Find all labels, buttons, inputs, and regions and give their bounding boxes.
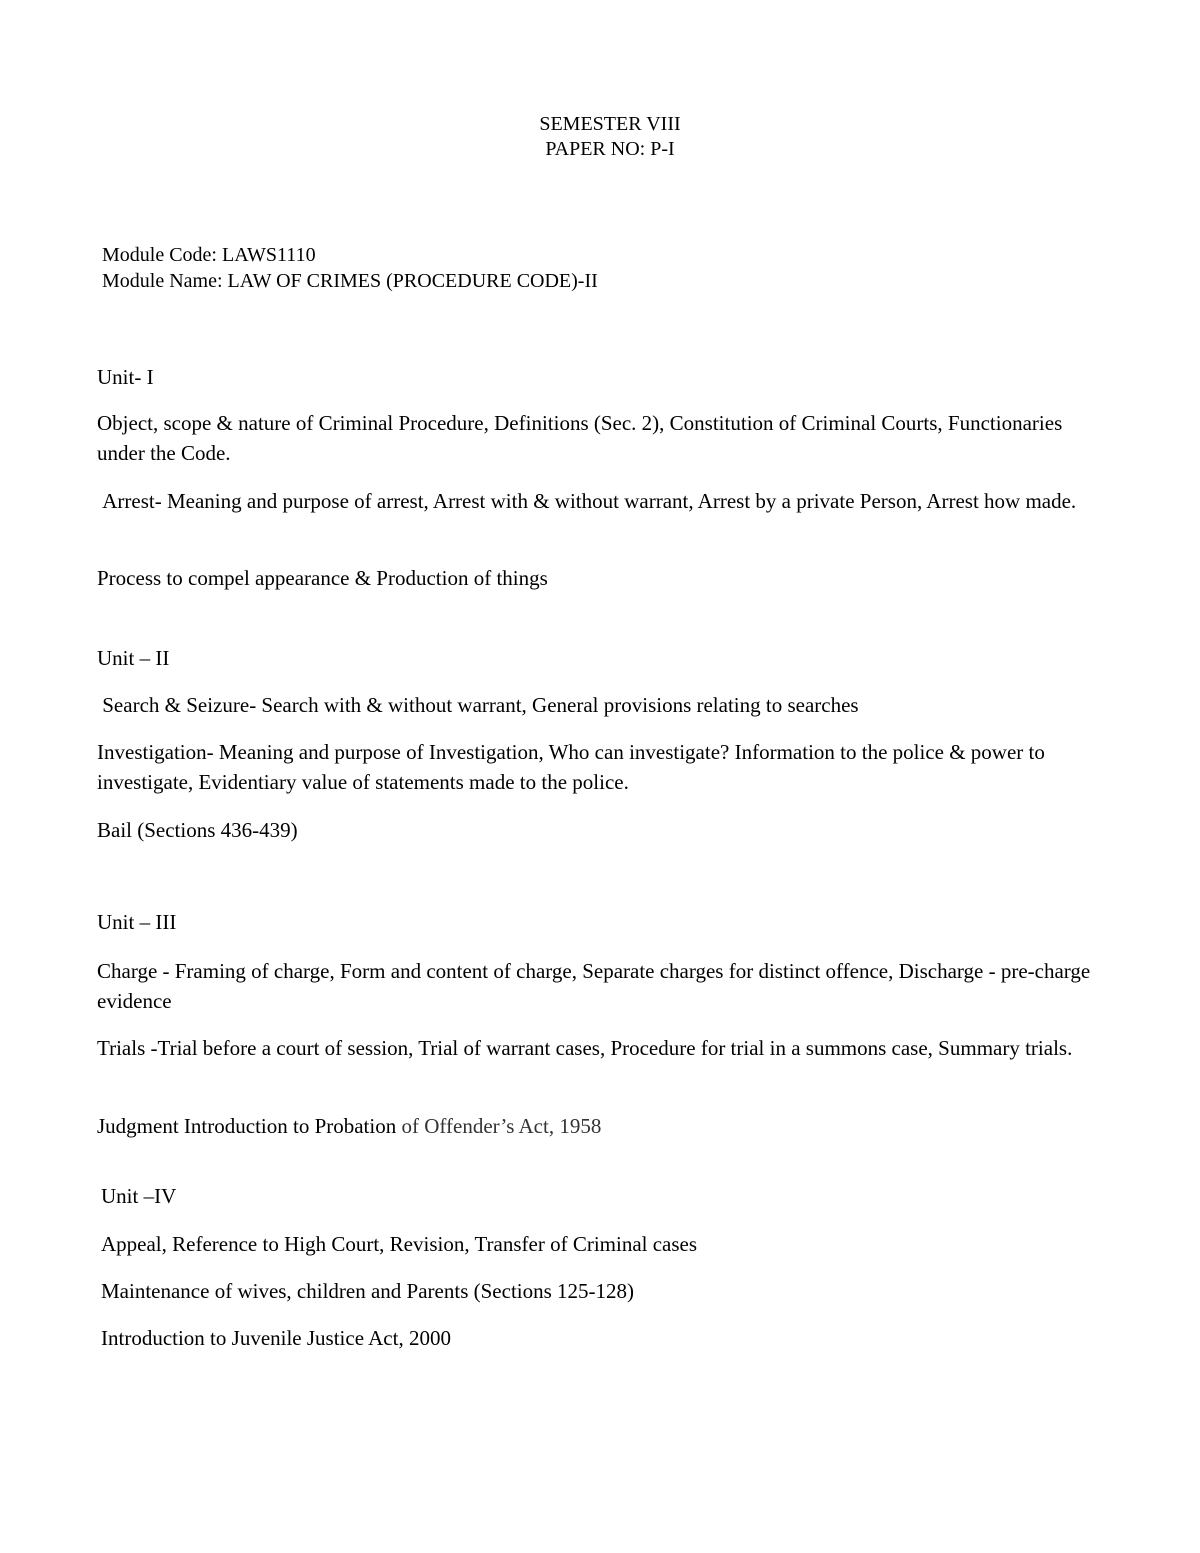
unit-3-title: Unit – III: [97, 910, 177, 934]
unit-3-paragraph-1: Charge - Framing of charge, Form and content of charge, Separate charges for distinct offence, Discharge - pre-charge evidence: [97, 959, 1091, 1013]
unit-1-title: Unit- I: [97, 365, 154, 389]
unit-2-title: Unit – II: [97, 646, 170, 670]
unit-3-paragraph-3: [97, 1111, 601, 1141]
paper-number: PAPER NO: P-I: [545, 138, 675, 160]
unit-1-paragraph-1: Object, scope & nature of Criminal Procedure, Definitions (Sec. 2), Constitution of Criminal Courts, Functionaries under the Code.: [97, 411, 1063, 465]
unit-2-paragraph-3: Bail (Sections 436-439): [97, 818, 298, 842]
unit-1-paragraph-3: Process to compel appearance & Production of things: [97, 566, 548, 590]
probation-intro-text: Introduction to Probation: [178, 1114, 397, 1138]
unit-4-paragraph-1: Appeal, Reference to High Court, Revision, Transfer of Criminal cases: [101, 1232, 698, 1256]
unit-3-paragraph-2: Trials -Trial before a court of session, Trial of warrant cases, Procedure for trial in a summons case, Summary trials.: [97, 1036, 1073, 1060]
unit-4-paragraph-2: Maintenance of wives, children and Parents (Sections 125-128): [101, 1279, 635, 1303]
offenders-act-text: of Offender’s Act, 1958: [396, 1114, 602, 1138]
module-name: Module Name: LAW OF CRIMES (PROCEDURE CODE)-II: [102, 270, 598, 292]
semester-heading: SEMESTER VIII: [539, 113, 681, 135]
unit-2-paragraph-1: Search & Seizure- Search with & without warrant, General provisions relating to searches: [97, 693, 859, 717]
judgment-text: Judgment: [97, 1114, 179, 1138]
module-info: [102, 242, 598, 294]
document-header: [0, 112, 1200, 162]
module-code: Module Code: LAWS1110: [102, 244, 316, 266]
unit-2-paragraph-2: Investigation- Meaning and purpose of Investigation, Who can investigate? Information to the police & power to investigate, Evidentiary value of statements made to the police.: [97, 740, 1045, 794]
unit-1-paragraph-2: Arrest- Meaning and purpose of arrest, Arrest with & without warrant, Arrest by a private Person, Arrest how made.: [97, 489, 1077, 513]
unit-4-title: Unit –IV: [101, 1184, 177, 1208]
unit-4-paragraph-3: Introduction to Juvenile Justice Act, 2000: [101, 1326, 451, 1350]
